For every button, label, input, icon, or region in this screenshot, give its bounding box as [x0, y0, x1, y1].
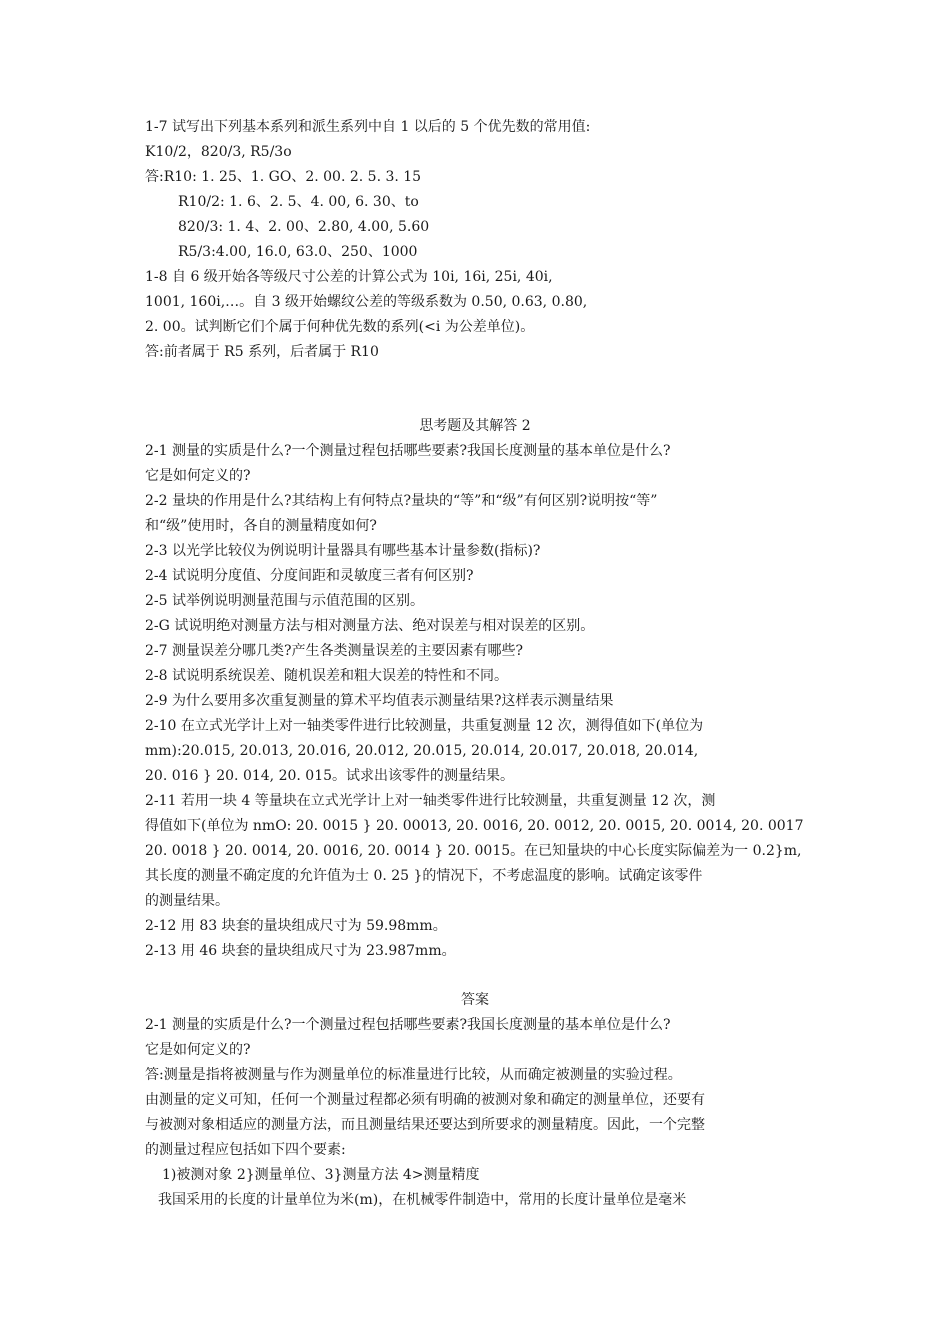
- text-line: 得值如下(单位为 nmO: 20. 0015 } 20. 00013, 20. 0016, 20. 0012, 20. 0015, 20. 0014, 20. 0017: [145, 818, 804, 834]
- text-line: 2-2 量块的作用是什么?其结构上有何特点?量块的“等”和“级”有何区别?说明按“等”: [145, 493, 658, 509]
- text-line: 2-5 试举例说明测量范围与示值范围的区别。: [145, 593, 424, 609]
- section-title: 思考题及其解答 2: [419, 418, 531, 434]
- text-line: 我国采用的长度的计量单位为米(m)，在机械零件制造中，常用的长度计量单位是毫米: [158, 1192, 687, 1208]
- text-line: 2-13 用 46 块套的量块组成尺寸为 23.987mm。: [145, 943, 456, 959]
- text-line: 答:测量是指将被测量与作为测量单位的标准量进行比较，从而确定被测量的实验过程。: [145, 1067, 682, 1083]
- text-line: 答:前者属于 R5 系列，后者属于 R10: [145, 344, 379, 360]
- text-line: mm):20.015, 20.013, 20.016, 20.012, 20.015, 20.014, 20.017, 20.018, 20.014,: [145, 743, 699, 759]
- text-line: 2-8 试说明系统误差、随机误差和粗大误差的特性和不同。: [145, 668, 508, 684]
- text-line: 答:R10: 1. 25、1. GO、2. 00. 2. 5. 3. 15: [145, 169, 422, 185]
- text-line: 由测量的定义可知，任何一个测量过程都必须有明确的被测对象和确定的测量单位，还要有: [145, 1092, 705, 1108]
- text-line: 2-11 若用一块 4 等量块在立式光学计上对一轴类零件进行比较测量，共重复测量 12 次，测: [145, 793, 716, 809]
- text-line: 1)被测对象 2}测量单位、3}测量方法 4>测量精度: [162, 1167, 480, 1183]
- text-line: 820/3: 1. 4、2. 00、2.80, 4.00, 5.60: [178, 219, 430, 235]
- text-line: 2-G 试说明绝对测量方法与相对测量方法、绝对误差与相对误差的区别。: [145, 618, 595, 634]
- text-line: 1-7 试写出下列基本系列和派生系列中自 1 以后的 5 个优先数的常用值:: [145, 119, 591, 135]
- text-line: K10/2，820/3, R5/3o: [145, 144, 292, 160]
- text-line: 其长度的测量不确定度的允许值为士 0. 25 }的情况下，不考虑温度的影响。试确定该零件: [145, 868, 703, 884]
- text-line: 2-4 试说明分度值、分度间距和灵敏度三者有何区别?: [145, 568, 474, 584]
- section-title: 答案: [461, 992, 489, 1008]
- text-line: 2-9 为什么要用多次重复测量的算术平均值表示测量结果?这样表示测量结果: [145, 693, 614, 709]
- text-line: 它是如何定义的?: [145, 468, 251, 484]
- text-line: 2. 00。试判断它们个属于何种优先数的系列(<i 为公差单位)。: [145, 319, 535, 335]
- text-line: 的测量结果。: [145, 893, 229, 909]
- text-line: 2-1 测量的实质是什么?一个测量过程包括哪些要素?我国长度测量的基本单位是什么?: [145, 443, 671, 459]
- text-line: 的测量过程应包括如下四个要素:: [145, 1142, 346, 1158]
- text-line: 2-10 在立式光学计上对一轴类零件进行比较测量，共重复测量 12 次，测得值如下(单位为: [145, 718, 704, 734]
- text-line: 和“级”使用时，各自的测量精度如何?: [145, 518, 377, 534]
- text-line: 与被测对象相适应的测量方法，而且测量结果还要达到所要求的测量精度。因此，一个完整: [145, 1117, 705, 1133]
- text-line: 2-1 测量的实质是什么?一个测量过程包括哪些要素?我国长度测量的基本单位是什么?: [145, 1017, 671, 1033]
- text-line: 2-3 以光学比较仪为例说明计量器具有哪些基本计量参数(指标)?: [145, 543, 541, 559]
- text-line: 1-8 自 6 级开始各等级尺寸公差的计算公式为 10i, 16i, 25i, 40i,: [145, 269, 553, 285]
- text-line: R10/2: 1. 6、2. 5、4. 00, 6. 30、to: [178, 194, 419, 210]
- text-line: 20. 016 } 20. 014, 20. 015。试求出该零件的测量结果。: [145, 768, 515, 784]
- text-line: R5/3:4.00, 16.0, 63.0、250、1000: [178, 244, 418, 260]
- text-line: 2-12 用 83 块套的量块组成尺寸为 59.98mm。: [145, 918, 447, 934]
- text-line: 2-7 测量误差分哪几类?产生各类测量误差的主要因素有哪些?: [145, 643, 524, 659]
- text-line: 1001, 160i,…。自 3 级开始螺纹公差的等级系数为 0.50, 0.63, 0.80,: [145, 294, 588, 310]
- text-line: 20. 0018 } 20. 0014, 20. 0016, 20. 0014 } 20. 0015。在已知量块的中心长度实际偏差为一 0.2}m,: [145, 843, 802, 859]
- text-line: 它是如何定义的?: [145, 1042, 251, 1058]
